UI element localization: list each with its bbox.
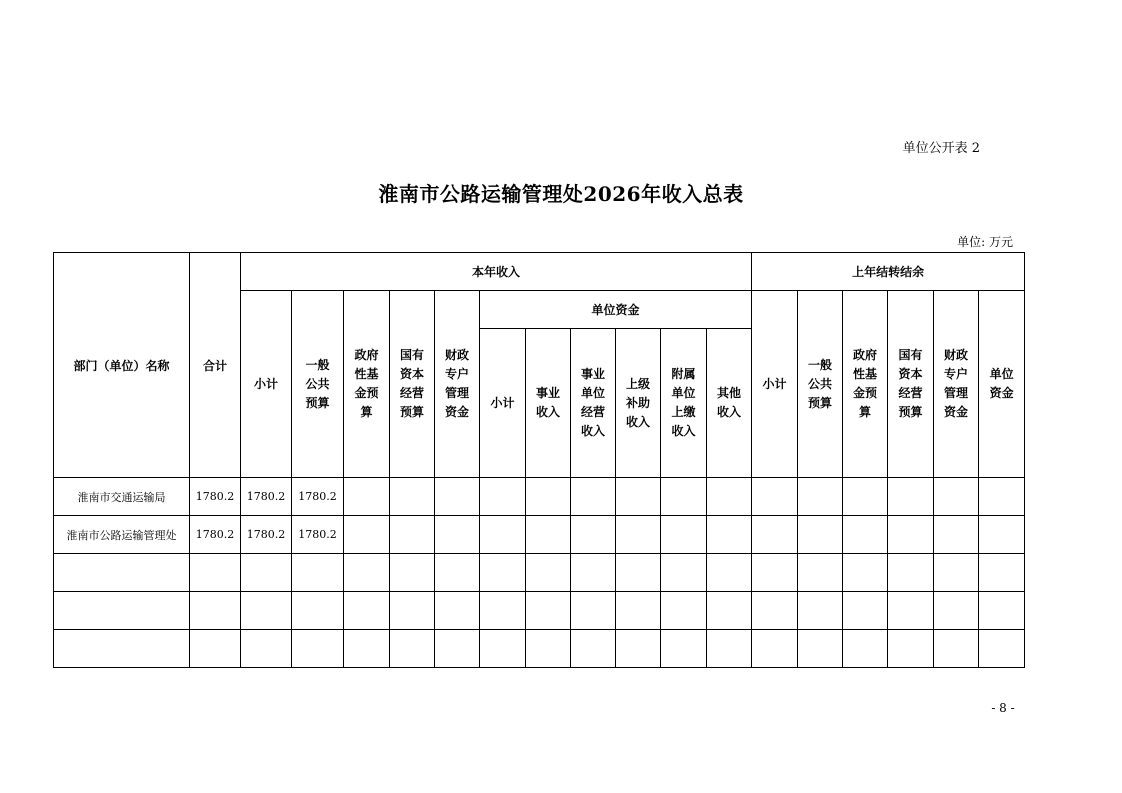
col-header-current-gov-fund: 政府 性基 金预 算: [344, 291, 390, 478]
col-header-dept: 部门（单位）名称: [54, 253, 190, 478]
col-header-other-income: 其他 收入: [707, 329, 752, 478]
row-current-subtotal: 1780.2: [241, 516, 292, 554]
col-header-business-income: 事业 收入: [526, 329, 571, 478]
col-header-carry-special-account: 财政 专户 管理 资金: [934, 291, 979, 478]
group-header-current-income: 本年收入: [241, 253, 752, 291]
row-total: 1780.2: [190, 478, 241, 516]
page-number: - 8 -: [991, 701, 1015, 715]
form-number: 单位公开表 2: [902, 141, 980, 156]
unit-label: 单位: 万元: [957, 235, 1013, 249]
col-header-subsidy-income: 上级 补助 收入: [616, 329, 661, 478]
group-header-carryover: 上年结转结余: [752, 253, 1025, 291]
empty-row: [54, 630, 1025, 668]
empty-row: [54, 554, 1025, 592]
col-header-operating-income: 事业 单位 经营 收入: [571, 329, 616, 478]
col-header-carry-gov-fund: 政府 性基 金预 算: [843, 291, 888, 478]
col-header-current-general-budget: 一般 公共 预算: [292, 291, 344, 478]
table-row: [54, 478, 1025, 516]
group-header-unit-funds: 单位资金: [480, 291, 752, 329]
col-header-current-state-capital: 国有 资本 经营 预算: [390, 291, 435, 478]
row-current-subtotal: 1780.2: [241, 478, 292, 516]
col-header-unit-subtotal: 小计: [480, 329, 526, 478]
col-header-carry-subtotal: 小计: [752, 291, 798, 478]
revenue-table: [53, 252, 1025, 668]
empty-row: [54, 592, 1025, 630]
page-title: 淮南市公路运输管理处2026年收入总表: [378, 182, 744, 206]
row-dept-name: 淮南市交通运输局: [54, 478, 190, 516]
col-header-carry-state-capital: 国有 资本 经营 预算: [888, 291, 934, 478]
col-header-carry-general-budget: 一般 公共 预算: [798, 291, 843, 478]
col-header-total: 合计: [190, 253, 241, 478]
col-header-current-special-account: 财政 专户 管理 资金: [435, 291, 480, 478]
row-dept-name: 淮南市公路运输管理处: [54, 516, 190, 554]
row-total: 1780.2: [190, 516, 241, 554]
row-current-general-budget: 1780.2: [292, 516, 344, 554]
col-header-carry-unit-funds: 单位 资金: [979, 291, 1025, 478]
col-header-affiliated-income: 附属 单位 上缴 收入: [661, 329, 707, 478]
col-header-current-subtotal: 小计: [241, 291, 292, 478]
row-current-general-budget: 1780.2: [292, 478, 344, 516]
table-row: [54, 516, 1025, 554]
